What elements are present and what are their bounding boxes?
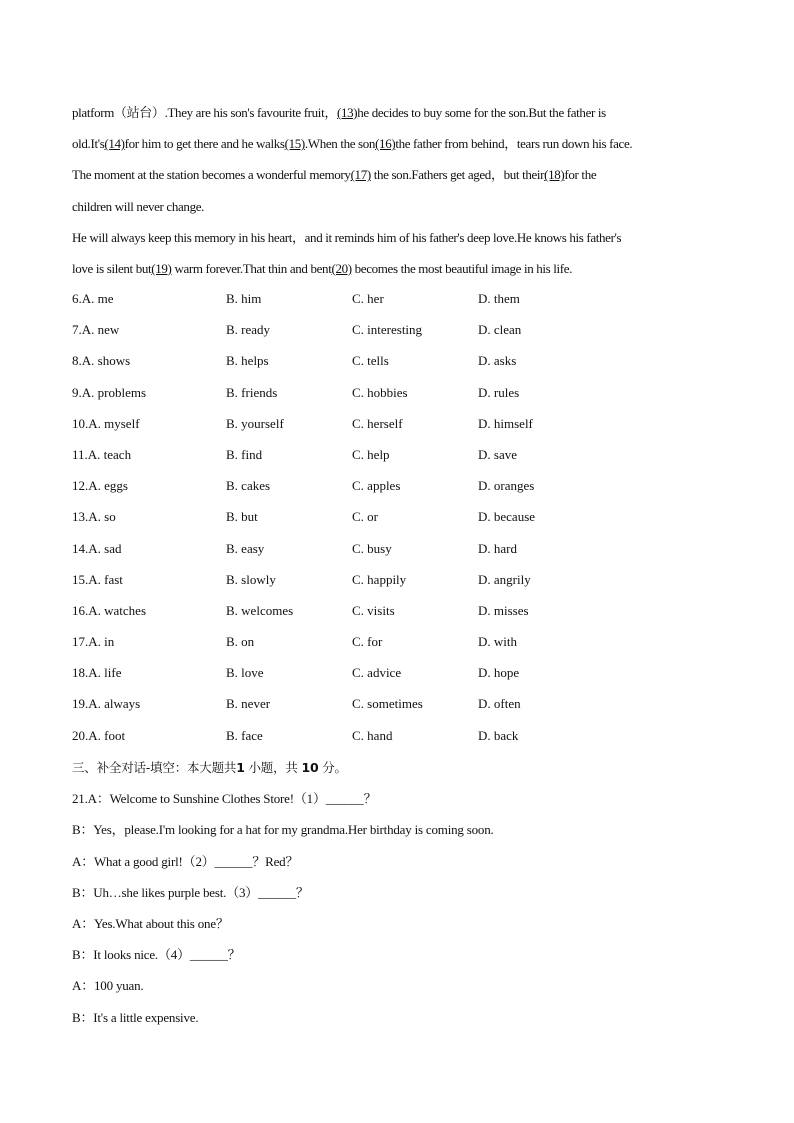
option-c: C. visits bbox=[352, 602, 395, 618]
question-options-row bbox=[72, 630, 732, 661]
option-a: 20.A. foot bbox=[72, 727, 126, 743]
passage-text: warm forever.That thin and bent bbox=[171, 260, 332, 276]
option-c: C. busy bbox=[352, 540, 392, 556]
option-c: C. herself bbox=[352, 415, 403, 431]
option-b: B. but bbox=[226, 509, 258, 525]
option-a: 13.A. so bbox=[72, 509, 116, 525]
passage-text: love is silent but bbox=[72, 260, 152, 276]
option-c: C. advice bbox=[352, 665, 402, 681]
option-c: C. tells bbox=[352, 353, 389, 369]
option-d: D. with bbox=[478, 634, 517, 650]
option-b: B. love bbox=[226, 665, 264, 681]
option-d: D. because bbox=[478, 509, 536, 525]
option-c: C. happily bbox=[352, 571, 407, 587]
option-a: 18.A. life bbox=[72, 665, 122, 681]
question-options-row bbox=[72, 349, 732, 380]
passage-line bbox=[72, 132, 732, 163]
dialog-line: A：100 yuan. bbox=[72, 978, 144, 994]
dialog-line: A：What a good girl!（2）______？Red？ bbox=[72, 853, 299, 869]
blank-number: (17) bbox=[350, 167, 371, 183]
section-heading: 三、补全对话-填空：本大题共1 小题，共 10 分。 bbox=[72, 760, 347, 775]
option-b: B. easy bbox=[226, 540, 265, 556]
passage-text: for him to get there and he walks bbox=[124, 136, 285, 152]
blank-number: (20) bbox=[331, 260, 352, 276]
question-options-row bbox=[72, 505, 732, 536]
option-d: D. angrily bbox=[478, 571, 531, 587]
question-options-row bbox=[72, 318, 732, 349]
dialog-line: B：Uh…she likes purple best.（3）______？ bbox=[72, 884, 309, 900]
question-options-row bbox=[72, 443, 732, 474]
dialog-line: A：Yes.What about this one？ bbox=[72, 915, 229, 931]
option-a: 6.A. me bbox=[72, 291, 114, 306]
option-a: 14.A. sad bbox=[72, 540, 122, 556]
option-d: D. often bbox=[478, 696, 521, 712]
dialog-line: B：Yes，please.I'm looking for a hat for my grandma.Her birthday is coming soon. bbox=[72, 822, 494, 838]
question-options-row bbox=[72, 474, 732, 505]
question-options-row bbox=[72, 537, 732, 568]
option-d: D. himself bbox=[478, 415, 533, 431]
option-c: C. apples bbox=[352, 478, 401, 494]
question-options-row bbox=[72, 412, 732, 443]
option-a: 11.A. teach bbox=[72, 446, 132, 462]
option-c: C. for bbox=[352, 634, 383, 650]
blank-number: (18) bbox=[544, 167, 565, 183]
blank-number: (15) bbox=[284, 136, 305, 152]
option-d: D. oranges bbox=[478, 478, 535, 494]
option-c: C. interesting bbox=[352, 322, 423, 338]
answer-options bbox=[72, 287, 732, 755]
blank-number: (14) bbox=[104, 136, 125, 152]
option-a: 10.A. myself bbox=[72, 415, 140, 431]
cloze-passage bbox=[72, 101, 732, 288]
dialog-line: B：It looks nice.（4）______？ bbox=[72, 947, 241, 963]
passage-line bbox=[72, 101, 732, 132]
passage-text: he decides to buy some for the son.But the father is bbox=[357, 105, 606, 120]
question-options-row bbox=[72, 692, 732, 723]
dialog-line: B：It's a little expensive. bbox=[72, 1009, 199, 1025]
blank-number: (13) bbox=[336, 105, 358, 120]
question-options-row bbox=[72, 287, 732, 318]
option-b: B. never bbox=[226, 696, 271, 712]
option-b: B. him bbox=[226, 291, 262, 306]
option-a: 8.A. shows bbox=[72, 353, 131, 369]
passage-line bbox=[72, 163, 732, 194]
question-options-row bbox=[72, 381, 732, 412]
option-b: B. yourself bbox=[226, 415, 284, 431]
option-a: 19.A. always bbox=[72, 696, 141, 712]
passage-text: becomes the most beautiful image in his life. bbox=[351, 260, 573, 276]
question-options-row bbox=[72, 661, 732, 692]
option-d: D. them bbox=[478, 291, 520, 306]
option-a: 7.A. new bbox=[72, 322, 120, 338]
passage-text: the son.Fathers get aged，but their bbox=[370, 167, 545, 183]
blank-number: (16) bbox=[375, 136, 396, 152]
option-c: C. her bbox=[352, 291, 384, 306]
passage-line: children will never change. bbox=[72, 198, 205, 214]
option-d: D. misses bbox=[478, 602, 529, 618]
option-a: 12.A. eggs bbox=[72, 478, 128, 494]
option-a: 16.A. watches bbox=[72, 602, 147, 618]
option-c: C. help bbox=[352, 446, 390, 462]
option-b: B. slowly bbox=[226, 571, 276, 587]
question-options-row bbox=[72, 599, 732, 630]
passage-text: .When the son bbox=[304, 136, 376, 152]
option-d: D. hope bbox=[478, 665, 520, 681]
passage-text: the father from behind，tears run down his face. bbox=[395, 136, 633, 152]
option-a: 9.A. problems bbox=[72, 384, 147, 400]
dialog-line: 21.A：Welcome to Sunshine Clothes Store!（1）______？ bbox=[72, 791, 377, 807]
option-d: D. hard bbox=[478, 540, 517, 556]
option-d: D. back bbox=[478, 727, 519, 743]
option-b: B. cakes bbox=[226, 478, 271, 494]
passage-text: The moment at the station becomes a wonderful memory bbox=[72, 167, 351, 183]
option-d: D. save bbox=[478, 446, 517, 462]
option-b: B. helps bbox=[226, 353, 269, 369]
option-c: C. hand bbox=[352, 727, 393, 743]
passage-line bbox=[72, 257, 732, 288]
blank-number: (19) bbox=[151, 260, 172, 276]
passage-text: for the bbox=[564, 167, 597, 183]
option-b: B. friends bbox=[226, 384, 278, 400]
option-b: B. on bbox=[226, 634, 255, 650]
option-c: C. or bbox=[352, 509, 378, 525]
option-b: B. find bbox=[226, 446, 263, 462]
passage-line: He will always keep this memory in his heart，and it reminds him of his father's deep love.He knows his father's bbox=[72, 229, 622, 245]
option-c: C. hobbies bbox=[352, 384, 408, 400]
dialog-section bbox=[72, 756, 732, 1037]
option-b: B. welcomes bbox=[226, 602, 294, 618]
option-a: 15.A. fast bbox=[72, 571, 123, 587]
option-d: D. rules bbox=[478, 384, 520, 400]
passage-text: platform（站台）.They are his son's favourite fruit， bbox=[72, 105, 337, 120]
option-c: C. sometimes bbox=[352, 696, 423, 712]
option-a: 17.A. in bbox=[72, 634, 115, 650]
option-b: B. ready bbox=[226, 322, 271, 338]
option-b: B. face bbox=[226, 727, 263, 743]
question-options-row bbox=[72, 724, 732, 755]
passage-text: old.It's bbox=[72, 136, 105, 152]
option-d: D. clean bbox=[478, 322, 522, 338]
option-d: D. asks bbox=[478, 353, 517, 369]
question-options-row bbox=[72, 568, 732, 599]
